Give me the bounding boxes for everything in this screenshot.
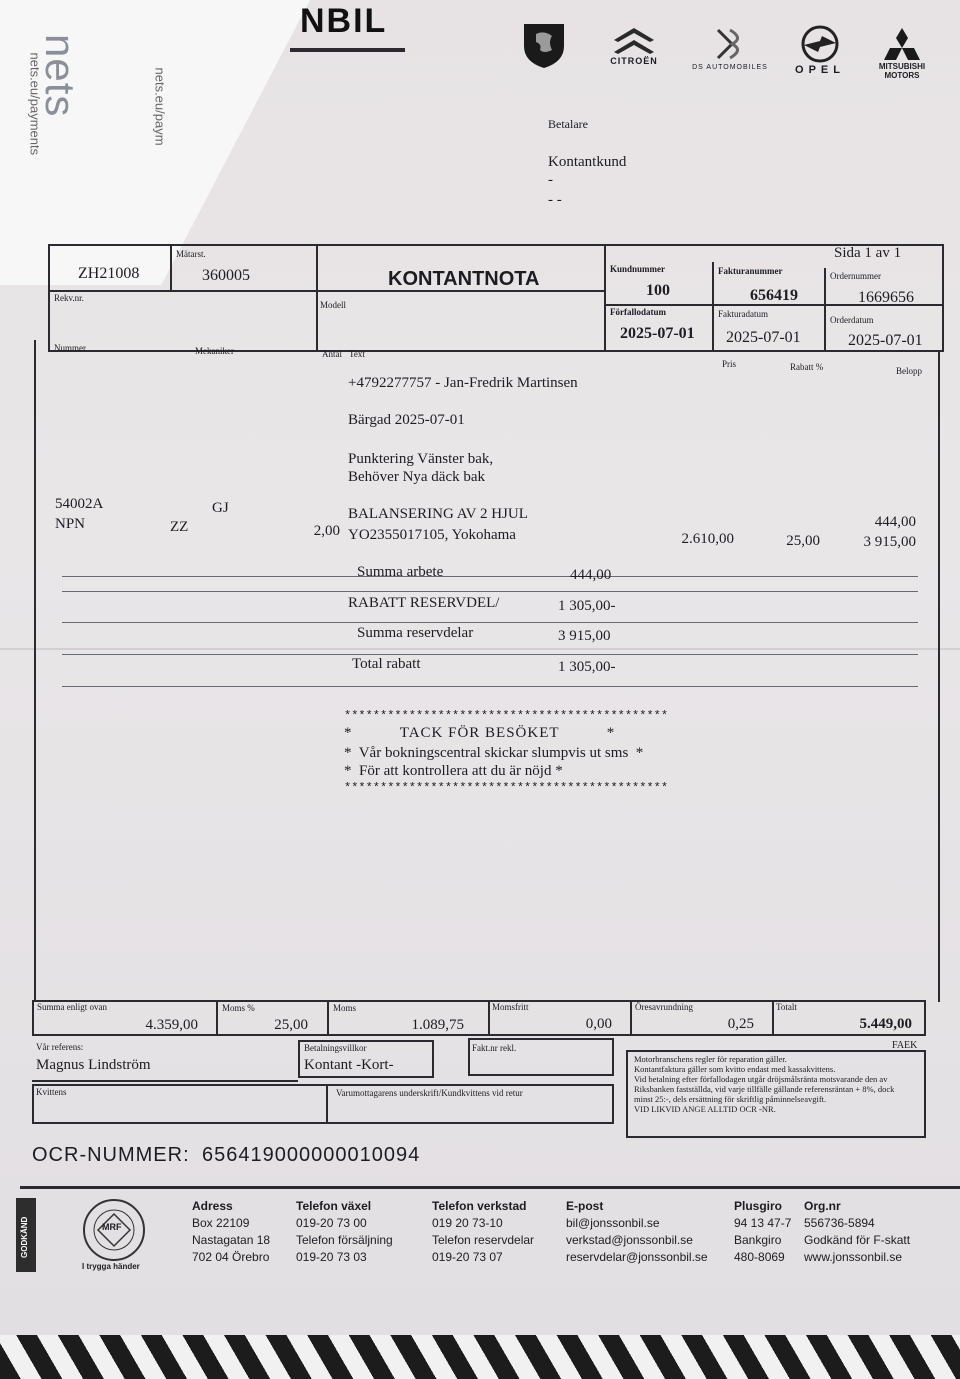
switchboard-column	[296, 1198, 393, 1266]
note-line-1: Punktering Vänster bak,	[348, 451, 494, 467]
vat-exempt: 0,00	[585, 1016, 612, 1032]
vat-label: Moms	[333, 1003, 357, 1013]
mrf-caption: I trygga händer	[82, 1262, 140, 1271]
giro-line: 94 13 47-7	[734, 1216, 792, 1230]
phone-line: 019-20 73 00	[296, 1216, 367, 1230]
terms-line: Riksbanken fastställda, vid varje tillfälle gällande referensräntan + 8%, dock	[634, 1084, 895, 1094]
page-indicator: Sida 1 av 1	[834, 245, 902, 261]
phone-line: Telefon reservdelar	[432, 1233, 535, 1247]
terms-line: Kontantfaktura gäller som kvitto endast med kassakvittens.	[634, 1064, 836, 1074]
item-1-number: 54002A	[55, 496, 104, 512]
payment-terms-label: Betalningsvillkor	[304, 1043, 367, 1053]
grid-line	[216, 1000, 218, 1036]
vat-exempt-label: Momsfritt	[492, 1002, 529, 1012]
payer-label: Betalare	[548, 117, 588, 131]
ocr-number: 656419000000010094	[202, 1144, 421, 1166]
grid-line	[712, 262, 714, 352]
invoice-number: 656419	[750, 287, 798, 304]
col-mekaniker: Mekaniker	[195, 346, 234, 356]
reference-name: Magnus Lindström	[36, 1057, 151, 1073]
plusgiro-label: Plusgiro	[734, 1199, 783, 1213]
document-title: KONTANTNOTA	[388, 268, 540, 290]
mrf-seal	[80, 1198, 148, 1262]
payer-line-3: - -	[548, 192, 562, 208]
summary-label-4: Total rabatt	[352, 656, 421, 672]
model-label: Modell	[320, 300, 346, 310]
giro-line: 480-8069	[734, 1250, 785, 1264]
total-amount: 5.449,00	[859, 1016, 912, 1032]
nets-url-2: nets.eu/paym	[152, 67, 168, 146]
payment-terms: Kontant -Kort-	[304, 1057, 394, 1073]
email-line: reservdelar@jonssonbil.se	[566, 1250, 708, 1264]
reg-number: ZH21008	[78, 265, 140, 282]
address-line: Box 22109	[192, 1216, 250, 1230]
item-2-number: NPN	[55, 516, 86, 532]
receipt-label: Kvittens	[36, 1087, 67, 1097]
terms-line: VID LIKVID ANGE ALLTID OCR -NR.	[634, 1104, 776, 1114]
address-line: Nastagatan 18	[192, 1233, 271, 1247]
complaint-invoice-label: Fakt.nr rekl.	[472, 1043, 517, 1053]
address-label: Adress	[192, 1199, 233, 1213]
rounding: 0,25	[727, 1016, 754, 1032]
terms-line: Motorbranschens regler för reparation gäller.	[634, 1054, 787, 1064]
grid-line	[772, 1000, 774, 1036]
workshop-column	[432, 1198, 534, 1266]
item-1-mechanic: GJ	[212, 500, 229, 516]
odometer-value: 360005	[202, 267, 250, 284]
orgnr-column	[804, 1198, 910, 1266]
orgnr-label: Org.nr	[804, 1199, 841, 1213]
thanks-line-3: * För att kontrollera att du är nöjd *	[344, 763, 563, 779]
col-antal: Antal	[322, 349, 342, 359]
thanks-stars-bottom: *********************************************	[344, 781, 669, 795]
company-underline	[290, 48, 405, 52]
summary-divider	[62, 654, 918, 655]
summary-divider	[62, 576, 918, 577]
grid-line	[604, 244, 606, 352]
item-2-quantity: 2,00	[313, 523, 340, 539]
sum-value: 4.359,00	[145, 1017, 198, 1033]
order-date: 2025-07-01	[848, 332, 923, 349]
item-1-amount: 444,00	[874, 514, 916, 530]
body-right-border	[938, 352, 940, 1002]
summary-value-4: 1 305,00-	[558, 659, 616, 675]
item-2-discount: 25,00	[786, 533, 820, 549]
summary-value-1: 444,00	[570, 567, 612, 583]
order-number: 1669656	[858, 289, 914, 306]
payer-name: Kontantkund	[548, 154, 627, 170]
summary-label-1: Summa arbete	[357, 564, 444, 580]
customer-number-label: Kundnummer	[610, 264, 666, 274]
citroen-label: CITROËN	[610, 56, 658, 66]
summary-label-2: RABATT RESERVDEL/	[348, 595, 500, 611]
rekv-label: Rekv.nr.	[54, 293, 84, 303]
grid-line	[32, 1080, 298, 1082]
phone-line: 019-20 73 07	[432, 1250, 503, 1264]
note-line-2: Behöver Nya däck bak	[348, 469, 486, 485]
ocr-label: OCR-NUMMER:	[32, 1144, 190, 1166]
item-1-text: BALANSERING AV 2 HJUL	[348, 506, 528, 522]
summary-label-3: Summa reservdelar	[357, 625, 474, 641]
reference-label: Vår referens:	[36, 1042, 84, 1052]
ds-label: DS AUTOMOBILES	[692, 64, 768, 71]
address-column	[192, 1198, 270, 1266]
ds-logo	[690, 24, 770, 71]
thanks-line-2: * Vår bokningscentral skickar slumpvis ut sms *	[344, 745, 644, 761]
email-label: E-post	[566, 1199, 604, 1213]
godkand-badge	[16, 1198, 36, 1272]
summary-divider	[62, 591, 918, 592]
email-column	[566, 1198, 708, 1266]
giro-line: Bankgiro	[734, 1233, 782, 1247]
faek-code: FAEK	[892, 1040, 918, 1051]
workshop-label: Telefon verkstad	[432, 1199, 527, 1213]
rounding-label: Öresavrundning	[635, 1002, 693, 1012]
due-date-label: Förfallodatum	[610, 307, 666, 317]
invoice-number-label: Fakturanummer	[718, 266, 783, 276]
mrf-letters: MRF	[102, 1222, 122, 1232]
invoice-date: 2025-07-01	[726, 329, 801, 346]
grid-line	[316, 244, 318, 352]
mitsubishi-label: MITSUBISHI MOTORS	[878, 62, 926, 80]
summary-value-2: 1 305,00-	[558, 598, 616, 614]
item-2-mechanic: ZZ	[170, 519, 189, 535]
grid-line	[630, 1000, 632, 1036]
vat-rate: 25,00	[274, 1017, 308, 1033]
body-left-border	[34, 340, 36, 1002]
orgnr-line: 556736-5894	[804, 1216, 875, 1230]
opel-logo	[788, 24, 852, 76]
thanks-title: * TACK FÖR BESÖKET *	[344, 725, 616, 741]
mitsubishi-logo	[872, 26, 932, 80]
col-pris: Pris	[722, 359, 737, 369]
col-rabatt: Rabatt %	[790, 362, 824, 372]
vat-amount: 1.089,75	[411, 1017, 464, 1033]
background-fabric	[0, 1335, 960, 1379]
company-name-fragment: NBIL	[300, 2, 388, 40]
odometer-label: Mätarst.	[176, 249, 206, 259]
citroen-logo	[595, 22, 673, 66]
switchboard-label: Telefon växel	[296, 1199, 372, 1213]
terms-line: Vid betalning efter förfallodagen utgår dröjsmålsränta motsvarande den av	[634, 1074, 888, 1084]
item-2-amount: 3 915,00	[863, 534, 916, 550]
customer-number: 100	[646, 282, 670, 299]
total-label: Totalt	[776, 1002, 797, 1012]
grid-line	[326, 1084, 328, 1124]
phone-line: 019-20 73 03	[296, 1250, 367, 1264]
paper-fold	[0, 648, 960, 650]
peugeot-logo	[518, 20, 570, 70]
item-2-text: YO2355017105, Yokohama	[348, 527, 516, 543]
due-date: 2025-07-01	[620, 325, 695, 342]
address-line: 702 04 Örebro	[192, 1250, 270, 1264]
receipt-box	[32, 1084, 614, 1124]
orgnr-line: www.jonssonbil.se	[804, 1250, 903, 1264]
phone-line: 019 20 73-10	[432, 1216, 503, 1230]
nets-url-1: nets.eu/payments	[27, 52, 43, 156]
opel-label: OPEL	[795, 64, 845, 76]
order-date-label: Orderdatum	[830, 315, 874, 325]
signature-label: Varumottagarens underskrift/Kundkvittens vid retur	[336, 1088, 523, 1098]
contact-line: +4792277757 - Jan-Fredrik Martinsen	[348, 375, 578, 391]
nets-logo: nets	[37, 34, 84, 118]
grid-line	[170, 244, 172, 292]
email-line: verkstad@jonssonbil.se	[566, 1233, 693, 1247]
sum-label: Summa enligt ovan	[37, 1002, 107, 1012]
orgnr-line: Godkänd för F-skatt	[804, 1233, 911, 1247]
thanks-stars-top: *********************************************	[344, 709, 669, 723]
col-nummer: Nummer	[54, 343, 86, 353]
invoice-date-label: Fakturadatum	[718, 309, 768, 319]
godkand-text: GODKÄND	[20, 1216, 29, 1258]
summary-divider	[62, 622, 918, 623]
terms-text	[634, 1054, 924, 1114]
phone-line: Telefon försäljning	[296, 1233, 393, 1247]
grid-line	[488, 1000, 490, 1036]
footer-divider	[20, 1186, 960, 1189]
summary-value-3: 3 915,00	[558, 628, 611, 644]
col-belopp: Belopp	[896, 366, 922, 376]
payer-line-2: -	[548, 172, 553, 188]
grid-line	[327, 1000, 329, 1036]
vat-rate-label: Moms %	[222, 1003, 255, 1013]
giro-column	[734, 1198, 791, 1266]
summary-divider	[62, 686, 918, 687]
terms-line: minst 25:-, dels ersättning för skriftlig påminnelseavgift.	[634, 1094, 827, 1104]
email-line: bil@jonssonbil.se	[566, 1216, 660, 1230]
order-number-label: Ordernummer	[830, 271, 881, 281]
grid-line	[824, 268, 826, 352]
invoice-header-grid	[48, 244, 944, 352]
col-text: Text	[349, 349, 365, 359]
towed-line: Bärgad 2025-07-01	[348, 412, 465, 428]
item-2-price: 2.610,00	[681, 531, 734, 547]
